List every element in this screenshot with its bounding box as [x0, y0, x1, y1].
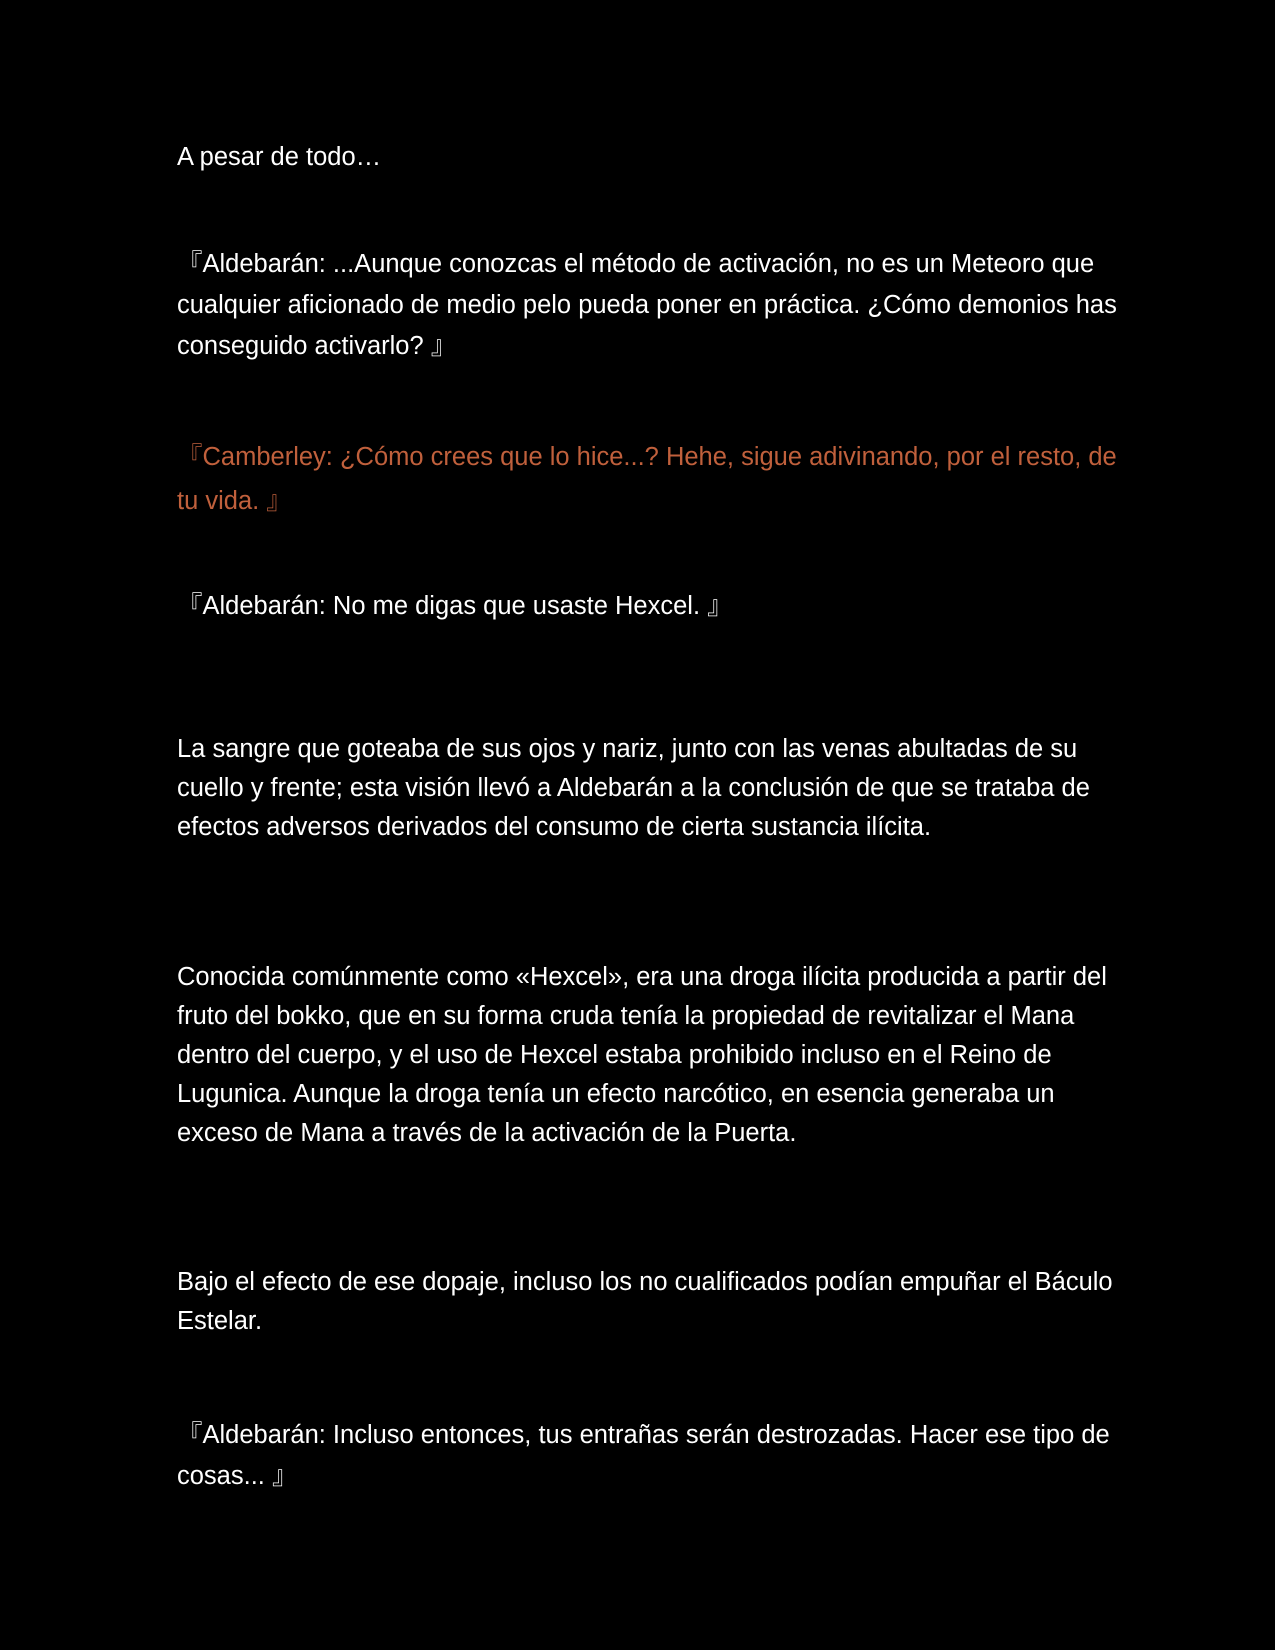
camberley-dialog: 『Camberley: ¿Cómo crees que lo hice...? Hehe, sigue adivinando, por el resto, de tu vida. 』	[177, 443, 1117, 515]
aldebaran-dialog: 『Aldebarán: Incluso entonces, tus entrañas serán destrozadas. Hacer ese tipo de cosas... 』	[177, 1421, 1110, 1490]
aldebaran-dialog: 『Aldebarán: ...Aunque conozcas el método de activación, no es un Meteoro que cualquier aficionado de medio pelo pueda poner en práctica. ¿Cómo demonios has conseguido activarlo? 』	[177, 250, 1117, 360]
narration-paragraph: Bajo el efecto de ese dopaje, incluso los no cualificados podían empuñar el Báculo Estelar.	[177, 1268, 1113, 1335]
narration-paragraph: La sangre que goteaba de sus ojos y nariz, junto con las venas abultadas de su cuello y frente; esta visión llevó a Aldebarán a la conclusión de que se trataba de efectos adversos derivados del consumo de cierta sustancia ilícita.	[177, 735, 1090, 841]
aldebaran-dialog: 『Aldebarán: No me digas que usaste Hexcel. 』	[177, 592, 733, 620]
narration-paragraph: A pesar de todo…	[177, 143, 382, 171]
narration-paragraph: Conocida comúnmente como «Hexcel», era una droga ilícita producida a partir del fruto del bokko, que en su forma cruda tenía la propiedad de revitalizar el Mana dentro del cuerpo, y el uso de Hexcel estaba prohibido incluso en el Reino de Lugunica. Aunque la droga tenía un efecto narcótico, en esencia generaba un exceso de Mana a través de la activación de la Puerta.	[177, 963, 1107, 1147]
